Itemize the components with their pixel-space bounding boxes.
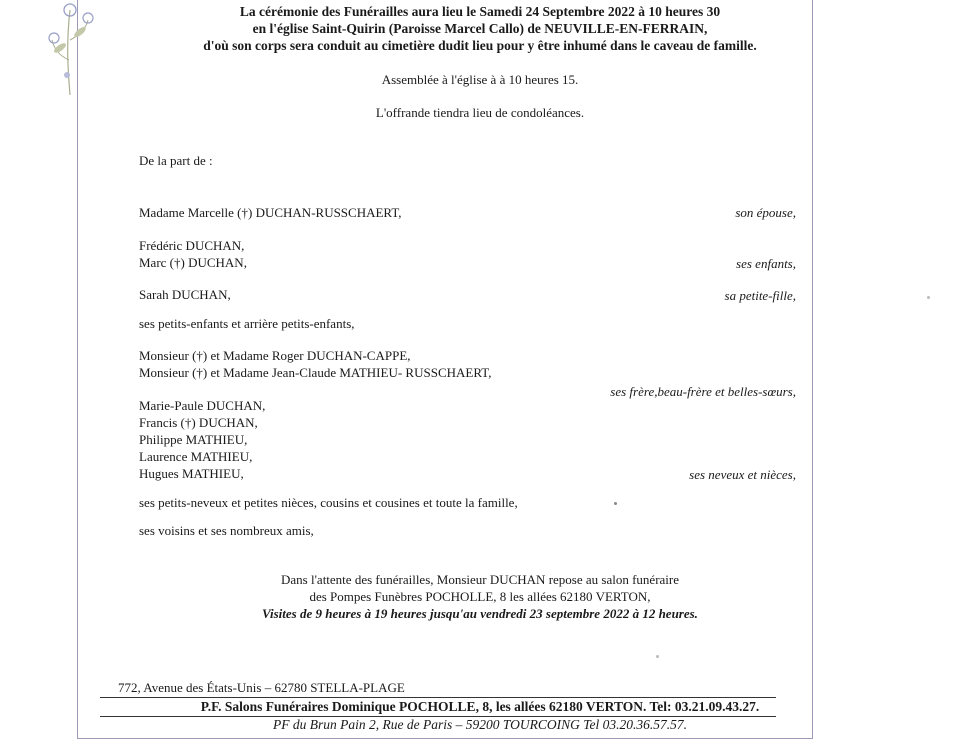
family-name: Marc (†) DUCHAN, <box>139 255 247 270</box>
family-relation: ses enfants, <box>736 256 796 271</box>
footer-divider <box>100 697 776 698</box>
family-relation: ses neveux et nièces, <box>689 467 796 482</box>
family-name: Laurence MATHIEU, <box>139 449 253 464</box>
ceremony-line-2: en l'église Saint-Quirin (Paroisse Marcel Callo) de NEUVILLE-EN-FERRAIN, <box>252 21 708 36</box>
family-name: Frédéric DUCHAN, <box>139 238 245 253</box>
family-name: ses petits-enfants et arrière petits-enfants, <box>139 316 355 331</box>
footer-address: 772, Avenue des États-Unis – 62780 STELLA-PLAGE <box>118 680 405 695</box>
family-name: Marie-Paule DUCHAN, <box>139 398 266 413</box>
family-name: Hugues MATHIEU, <box>139 466 244 481</box>
family-name: Monsieur (†) et Madame Roger DUCHAN-CAPPE, <box>139 348 411 363</box>
assembly-text: Assemblée à l'église à à 10 heures 15. <box>381 72 579 87</box>
visiting-hours: Visites de 9 heures à 19 heures jusqu'au vendredi 23 septembre 2022 à 12 heures. <box>262 606 698 621</box>
ceremony-line-1: La cérémonie des Funérailles aura lieu le Samedi 24 Septembre 2022 à 10 heures 30 <box>239 4 721 19</box>
rest-line-2: des Pompes Funèbres POCHOLLE, 8 les allées 62180 VERTON, <box>309 589 651 604</box>
family-name: Sarah DUCHAN, <box>139 287 231 302</box>
family-relation: sa petite-fille, <box>724 288 796 303</box>
family-name: Philippe MATHIEU, <box>139 432 248 447</box>
funeral-home-line: P.F. Salons Funéraires Dominique POCHOLLE, 8, les allées 62180 VERTON. Tel: 03.21.09.43.27. <box>200 699 760 714</box>
rest-line-1: Dans l'attente des funérailles, Monsieur DUCHAN repose au salon funéraire <box>281 572 679 587</box>
family-name: ses voisins et ses nombreux amis, <box>139 523 314 538</box>
family-relation: son épouse, <box>735 205 796 220</box>
family-name: ses petits-neveux et petites nièces, cousins et cousines et toute la famille, <box>139 495 518 510</box>
family-relation: ses frère,beau-frère et belles-sœurs, <box>610 384 796 399</box>
family-name: Monsieur (†) et Madame Jean-Claude MATHIEU- RUSSCHAERT, <box>139 365 492 380</box>
family-name: Madame Marcelle (†) DUCHAN-RUSSCHAERT, <box>139 205 402 220</box>
scan-speck <box>614 502 617 505</box>
second-funeral-home-line: PF du Brun Pain 2, Rue de Paris – 59200 TOURCOING Tel 03.20.36.57.57. <box>273 717 687 732</box>
from-label: De la part de : <box>139 153 213 168</box>
ceremony-line-3: d'où son corps sera conduit au cimetière dudit lieu pour y être inhumé dans le caveau de famille. <box>203 38 757 53</box>
family-name: Francis (†) DUCHAN, <box>139 415 258 430</box>
scan-speck <box>656 655 659 658</box>
scan-speck <box>927 296 930 299</box>
offering-text: L'offrande tiendra lieu de condoléances. <box>375 105 585 120</box>
